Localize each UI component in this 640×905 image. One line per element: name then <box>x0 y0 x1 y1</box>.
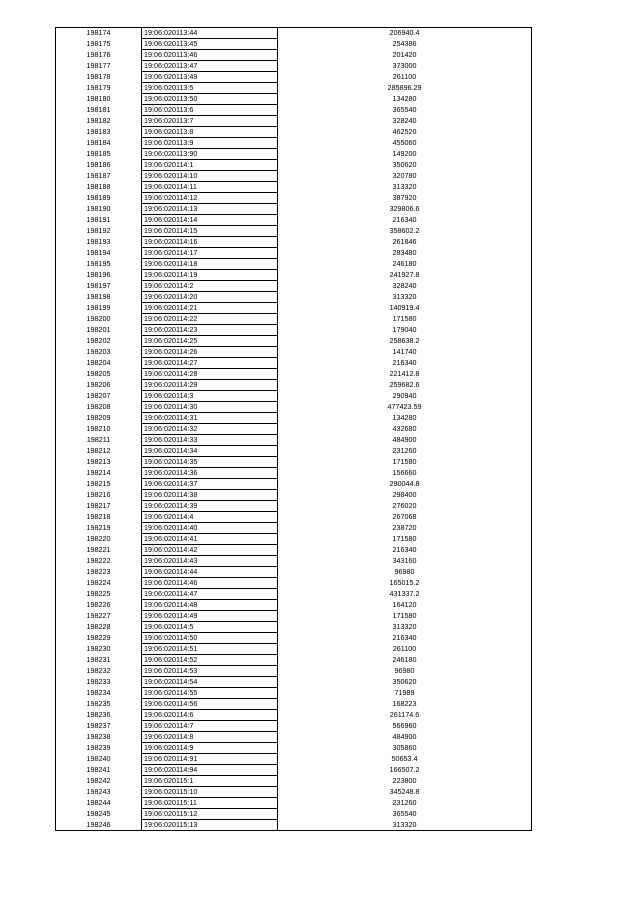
value-cell: 432680 <box>278 424 532 435</box>
row-id-cell: 198216 <box>56 490 142 501</box>
table-row <box>56 567 532 578</box>
cadastral-number-cell: 19:06:020114:13 <box>142 204 278 215</box>
cadastral-number-cell: 19:06:020114:14 <box>142 215 278 226</box>
cadastral-number-cell: 19:06:020114:43 <box>142 556 278 567</box>
table-row <box>56 787 532 798</box>
row-id-cell: 198233 <box>56 677 142 688</box>
table-row <box>56 699 532 710</box>
row-id-cell: 198235 <box>56 699 142 710</box>
row-id-cell: 198241 <box>56 765 142 776</box>
value-cell: 365540 <box>278 105 532 116</box>
row-id-cell: 198196 <box>56 270 142 281</box>
table-row <box>56 182 532 193</box>
row-id-cell: 198188 <box>56 182 142 193</box>
cadastral-number-cell: 19:06:020113:6 <box>142 105 278 116</box>
table-row <box>56 105 532 116</box>
cadastral-number-cell: 19:06:020114:94 <box>142 765 278 776</box>
row-id-cell: 198194 <box>56 248 142 259</box>
value-cell: 254386 <box>278 39 532 50</box>
row-id-cell: 198181 <box>56 105 142 116</box>
table-row <box>56 545 532 556</box>
value-cell: 313320 <box>278 820 532 831</box>
cadastral-number-cell: 19:06:020115:13 <box>142 820 278 831</box>
cadastral-number-cell: 19:06:020114:12 <box>142 193 278 204</box>
table-row <box>56 303 532 314</box>
cadastral-number-cell: 19:06:020114:40 <box>142 523 278 534</box>
table-row <box>56 666 532 677</box>
table-row <box>56 160 532 171</box>
value-cell: 313320 <box>278 182 532 193</box>
table-row <box>56 116 532 127</box>
table-row <box>56 325 532 336</box>
cadastral-number-cell: 19:06:020114:38 <box>142 490 278 501</box>
value-cell: 96980 <box>278 666 532 677</box>
cadastral-number-cell: 19:06:020114:32 <box>142 424 278 435</box>
value-cell: 71989 <box>278 688 532 699</box>
table-row <box>56 94 532 105</box>
cadastral-number-cell: 19:06:020114:2 <box>142 281 278 292</box>
value-cell: 313320 <box>278 622 532 633</box>
value-cell: 258638.2 <box>278 336 532 347</box>
table-row <box>56 644 532 655</box>
row-id-cell: 198226 <box>56 600 142 611</box>
table-row <box>56 578 532 589</box>
table-row <box>56 61 532 72</box>
value-cell: 261100 <box>278 72 532 83</box>
cadastral-number-cell: 19:06:020114:41 <box>142 534 278 545</box>
row-id-cell: 198177 <box>56 61 142 72</box>
row-id-cell: 198215 <box>56 479 142 490</box>
cadastral-number-cell: 19:06:020114:17 <box>142 248 278 259</box>
row-id-cell: 198244 <box>56 798 142 809</box>
table-body <box>56 28 532 831</box>
table-row <box>56 611 532 622</box>
cadastral-number-cell: 19:06:020114:19 <box>142 270 278 281</box>
value-cell: 171580 <box>278 534 532 545</box>
value-cell: 259682.6 <box>278 380 532 391</box>
row-id-cell: 198231 <box>56 655 142 666</box>
cadastral-number-cell: 19:06:020114:50 <box>142 633 278 644</box>
row-id-cell: 198209 <box>56 413 142 424</box>
cadastral-number-cell: 19:06:020114:42 <box>142 545 278 556</box>
row-id-cell: 198220 <box>56 534 142 545</box>
row-id-cell: 198198 <box>56 292 142 303</box>
cadastral-number-cell: 19:06:020114:22 <box>142 314 278 325</box>
row-id-cell: 198217 <box>56 501 142 512</box>
cadastral-number-cell: 19:06:020114:27 <box>142 358 278 369</box>
cadastral-number-cell: 19:06:020114:52 <box>142 655 278 666</box>
cadastral-number-cell: 19:06:020114:34 <box>142 446 278 457</box>
row-id-cell: 198189 <box>56 193 142 204</box>
value-cell: 216340 <box>278 633 532 644</box>
cadastral-number-cell: 19:06:020114:91 <box>142 754 278 765</box>
value-cell: 216340 <box>278 358 532 369</box>
value-cell: 358602.2 <box>278 226 532 237</box>
row-id-cell: 198238 <box>56 732 142 743</box>
cadastral-number-cell: 19:06:020114:53 <box>142 666 278 677</box>
cadastral-number-cell: 19:06:020114:54 <box>142 677 278 688</box>
table-row <box>56 732 532 743</box>
table-row <box>56 457 532 468</box>
table-row <box>56 39 532 50</box>
cadastral-number-cell: 19:06:020114:29 <box>142 380 278 391</box>
table-row <box>56 28 532 39</box>
table-row <box>56 710 532 721</box>
table-row <box>56 490 532 501</box>
table-row <box>56 138 532 149</box>
table-row <box>56 523 532 534</box>
table-row <box>56 259 532 270</box>
value-cell: 238720 <box>278 523 532 534</box>
cadastral-number-cell: 19:06:020114:7 <box>142 721 278 732</box>
value-cell: 343160 <box>278 556 532 567</box>
table-row <box>56 369 532 380</box>
row-id-cell: 198246 <box>56 820 142 831</box>
value-cell: 283480 <box>278 248 532 259</box>
row-id-cell: 198228 <box>56 622 142 633</box>
table-row <box>56 402 532 413</box>
value-cell: 164120 <box>278 600 532 611</box>
value-cell: 462520 <box>278 127 532 138</box>
table-row <box>56 534 532 545</box>
table-row <box>56 688 532 699</box>
row-id-cell: 198219 <box>56 523 142 534</box>
table-row <box>56 512 532 523</box>
row-id-cell: 198207 <box>56 391 142 402</box>
cadastral-number-cell: 19:06:020114:56 <box>142 699 278 710</box>
value-cell: 431337.2 <box>278 589 532 600</box>
value-cell: 477423.59 <box>278 402 532 413</box>
value-cell: 166507.2 <box>278 765 532 776</box>
value-cell: 216340 <box>278 545 532 556</box>
row-id-cell: 198210 <box>56 424 142 435</box>
table-row <box>56 358 532 369</box>
value-cell: 171580 <box>278 314 532 325</box>
table-row <box>56 622 532 633</box>
row-id-cell: 198176 <box>56 50 142 61</box>
cadastral-number-cell: 19:06:020114:44 <box>142 567 278 578</box>
cadastral-number-cell: 19:06:020114:10 <box>142 171 278 182</box>
table-row <box>56 336 532 347</box>
cadastral-number-cell: 19:06:020114:26 <box>142 347 278 358</box>
row-id-cell: 198218 <box>56 512 142 523</box>
row-id-cell: 198192 <box>56 226 142 237</box>
value-cell: 365540 <box>278 809 532 820</box>
cadastral-number-cell: 19:06:020114:37 <box>142 479 278 490</box>
table-row <box>56 798 532 809</box>
cadastral-number-cell: 19:06:020114:18 <box>142 259 278 270</box>
table-row <box>56 479 532 490</box>
table-row <box>56 72 532 83</box>
row-id-cell: 198239 <box>56 743 142 754</box>
value-cell: 246180 <box>278 259 532 270</box>
row-id-cell: 198186 <box>56 160 142 171</box>
value-cell: 305860 <box>278 743 532 754</box>
row-id-cell: 198206 <box>56 380 142 391</box>
row-id-cell: 198203 <box>56 347 142 358</box>
row-id-cell: 198201 <box>56 325 142 336</box>
cadastral-number-cell: 19:06:020114:51 <box>142 644 278 655</box>
cadastral-number-cell: 19:06:020114:39 <box>142 501 278 512</box>
row-id-cell: 198202 <box>56 336 142 347</box>
cadastral-number-cell: 19:06:020114:46 <box>142 578 278 589</box>
cadastral-number-cell: 19:06:020113:8 <box>142 127 278 138</box>
value-cell: 231260 <box>278 798 532 809</box>
row-id-cell: 198227 <box>56 611 142 622</box>
value-cell: 267068 <box>278 512 532 523</box>
cadastral-number-cell: 19:06:020114:49 <box>142 611 278 622</box>
cadastral-number-cell: 19:06:020113:49 <box>142 72 278 83</box>
value-cell: 96980 <box>278 567 532 578</box>
value-cell: 168223 <box>278 699 532 710</box>
value-cell: 156660 <box>278 468 532 479</box>
value-cell: 320780 <box>278 171 532 182</box>
value-cell: 201420 <box>278 50 532 61</box>
row-id-cell: 198184 <box>56 138 142 149</box>
row-id-cell: 198243 <box>56 787 142 798</box>
table-row <box>56 215 532 226</box>
value-cell: 141740 <box>278 347 532 358</box>
row-id-cell: 198221 <box>56 545 142 556</box>
cadastral-number-cell: 19:06:020114:11 <box>142 182 278 193</box>
cadastral-number-cell: 19:06:020114:3 <box>142 391 278 402</box>
row-id-cell: 198234 <box>56 688 142 699</box>
value-cell: 140919.4 <box>278 303 532 314</box>
value-cell: 455060 <box>278 138 532 149</box>
table-row <box>56 600 532 611</box>
row-id-cell: 198180 <box>56 94 142 105</box>
value-cell: 566960 <box>278 721 532 732</box>
cadastral-number-cell: 19:06:020115:10 <box>142 787 278 798</box>
value-cell: 290044.8 <box>278 479 532 490</box>
table-row <box>56 820 532 831</box>
table-row <box>56 380 532 391</box>
row-id-cell: 198212 <box>56 446 142 457</box>
row-id-cell: 198204 <box>56 358 142 369</box>
table-row <box>56 413 532 424</box>
cadastral-number-cell: 19:06:020114:5 <box>142 622 278 633</box>
table-row <box>56 501 532 512</box>
row-id-cell: 198187 <box>56 171 142 182</box>
value-cell: 350620 <box>278 677 532 688</box>
value-cell: 134280 <box>278 413 532 424</box>
value-cell: 179040 <box>278 325 532 336</box>
row-id-cell: 198185 <box>56 149 142 160</box>
row-id-cell: 198236 <box>56 710 142 721</box>
table-row <box>56 391 532 402</box>
value-cell: 134280 <box>278 94 532 105</box>
table-row <box>56 677 532 688</box>
cadastral-number-cell: 19:06:020113:46 <box>142 50 278 61</box>
cadastral-number-cell: 19:06:020113:44 <box>142 28 278 39</box>
value-cell: 223800 <box>278 776 532 787</box>
value-cell: 206940.4 <box>278 28 532 39</box>
value-cell: 216340 <box>278 215 532 226</box>
row-id-cell: 198205 <box>56 369 142 380</box>
row-id-cell: 198237 <box>56 721 142 732</box>
row-id-cell: 198222 <box>56 556 142 567</box>
cadastral-number-cell: 19:06:020114:55 <box>142 688 278 699</box>
value-cell: 313320 <box>278 292 532 303</box>
row-id-cell: 198229 <box>56 633 142 644</box>
row-id-cell: 198178 <box>56 72 142 83</box>
table-row <box>56 589 532 600</box>
row-id-cell: 198175 <box>56 39 142 50</box>
cadastral-number-cell: 19:06:020115:12 <box>142 809 278 820</box>
cadastral-number-cell: 19:06:020114:8 <box>142 732 278 743</box>
value-cell: 350620 <box>278 160 532 171</box>
cadastral-number-cell: 19:06:020114:20 <box>142 292 278 303</box>
table-row <box>56 435 532 446</box>
value-cell: 345248.8 <box>278 787 532 798</box>
cadastral-number-cell: 19:06:020114:4 <box>142 512 278 523</box>
table-row <box>56 556 532 567</box>
value-cell: 484900 <box>278 435 532 446</box>
table-row <box>56 248 532 259</box>
row-id-cell: 198182 <box>56 116 142 127</box>
row-id-cell: 198214 <box>56 468 142 479</box>
row-id-cell: 198183 <box>56 127 142 138</box>
table-row <box>56 83 532 94</box>
cadastral-number-cell: 19:06:020114:16 <box>142 237 278 248</box>
row-id-cell: 198191 <box>56 215 142 226</box>
row-id-cell: 198223 <box>56 567 142 578</box>
row-id-cell: 198211 <box>56 435 142 446</box>
table-row <box>56 270 532 281</box>
row-id-cell: 198230 <box>56 644 142 655</box>
row-id-cell: 198174 <box>56 28 142 39</box>
cadastral-number-cell: 19:06:020114:30 <box>142 402 278 413</box>
table-row <box>56 754 532 765</box>
row-id-cell: 198195 <box>56 259 142 270</box>
value-cell: 285896.29 <box>278 83 532 94</box>
table-row <box>56 743 532 754</box>
cadastral-number-cell: 19:06:020114:36 <box>142 468 278 479</box>
row-id-cell: 198225 <box>56 589 142 600</box>
cadastral-number-cell: 19:06:020114:35 <box>142 457 278 468</box>
value-cell: 241927.8 <box>278 270 532 281</box>
row-id-cell: 198199 <box>56 303 142 314</box>
data-table <box>55 27 532 831</box>
cadastral-number-cell: 19:06:020113:7 <box>142 116 278 127</box>
cadastral-number-cell: 19:06:020114:21 <box>142 303 278 314</box>
cadastral-number-cell: 19:06:020114:23 <box>142 325 278 336</box>
value-cell: 165015.2 <box>278 578 532 589</box>
row-id-cell: 198197 <box>56 281 142 292</box>
table-row <box>56 204 532 215</box>
cadastral-number-cell: 19:06:020113:50 <box>142 94 278 105</box>
value-cell: 171580 <box>278 611 532 622</box>
cadastral-number-cell: 19:06:020113:45 <box>142 39 278 50</box>
table-row <box>56 468 532 479</box>
table-row <box>56 127 532 138</box>
cadastral-number-cell: 19:06:020114:9 <box>142 743 278 754</box>
table-row <box>56 226 532 237</box>
table-row <box>56 633 532 644</box>
value-cell: 387920 <box>278 193 532 204</box>
table-row <box>56 424 532 435</box>
row-id-cell: 198200 <box>56 314 142 325</box>
table-row <box>56 809 532 820</box>
row-id-cell: 198240 <box>56 754 142 765</box>
value-cell: 298400 <box>278 490 532 501</box>
cadastral-number-cell: 19:06:020114:1 <box>142 160 278 171</box>
table-row <box>56 347 532 358</box>
row-id-cell: 198208 <box>56 402 142 413</box>
value-cell: 50653.4 <box>278 754 532 765</box>
row-id-cell: 198224 <box>56 578 142 589</box>
table-row <box>56 237 532 248</box>
cadastral-number-cell: 19:06:020114:33 <box>142 435 278 446</box>
cadastral-number-cell: 19:06:020114:25 <box>142 336 278 347</box>
row-id-cell: 198242 <box>56 776 142 787</box>
value-cell: 276020 <box>278 501 532 512</box>
table-row <box>56 655 532 666</box>
table-row <box>56 765 532 776</box>
row-id-cell: 198179 <box>56 83 142 94</box>
cadastral-number-cell: 19:06:020114:48 <box>142 600 278 611</box>
cadastral-number-cell: 19:06:020114:6 <box>142 710 278 721</box>
row-id-cell: 198193 <box>56 237 142 248</box>
value-cell: 149200 <box>278 149 532 160</box>
row-id-cell: 198232 <box>56 666 142 677</box>
cadastral-number-cell: 19:06:020115:11 <box>142 798 278 809</box>
value-cell: 261100 <box>278 644 532 655</box>
table-row <box>56 721 532 732</box>
value-cell: 231260 <box>278 446 532 457</box>
value-cell: 329806.6 <box>278 204 532 215</box>
table-row <box>56 171 532 182</box>
row-id-cell: 198190 <box>56 204 142 215</box>
value-cell: 484900 <box>278 732 532 743</box>
cadastral-number-cell: 19:06:020113:47 <box>142 61 278 72</box>
table-row <box>56 149 532 160</box>
cadastral-number-cell: 19:06:020114:47 <box>142 589 278 600</box>
table-row <box>56 776 532 787</box>
value-cell: 261174.6 <box>278 710 532 721</box>
table-row <box>56 446 532 457</box>
value-cell: 290940 <box>278 391 532 402</box>
value-cell: 328240 <box>278 116 532 127</box>
table-row <box>56 292 532 303</box>
value-cell: 246180 <box>278 655 532 666</box>
value-cell: 221412.8 <box>278 369 532 380</box>
cadastral-number-cell: 19:06:020114:15 <box>142 226 278 237</box>
row-id-cell: 198213 <box>56 457 142 468</box>
cadastral-number-cell: 19:06:020114:31 <box>142 413 278 424</box>
value-cell: 328240 <box>278 281 532 292</box>
table-row <box>56 50 532 61</box>
cadastral-number-cell: 19:06:020113:9 <box>142 138 278 149</box>
cadastral-number-cell: 19:06:020113:5 <box>142 83 278 94</box>
table-row <box>56 193 532 204</box>
value-cell: 171580 <box>278 457 532 468</box>
value-cell: 261846 <box>278 237 532 248</box>
value-cell: 373000 <box>278 61 532 72</box>
row-id-cell: 198245 <box>56 809 142 820</box>
table-row <box>56 281 532 292</box>
cadastral-number-cell: 19:06:020113:90 <box>142 149 278 160</box>
cadastral-number-cell: 19:06:020115:1 <box>142 776 278 787</box>
table-row <box>56 314 532 325</box>
cadastral-number-cell: 19:06:020114:28 <box>142 369 278 380</box>
